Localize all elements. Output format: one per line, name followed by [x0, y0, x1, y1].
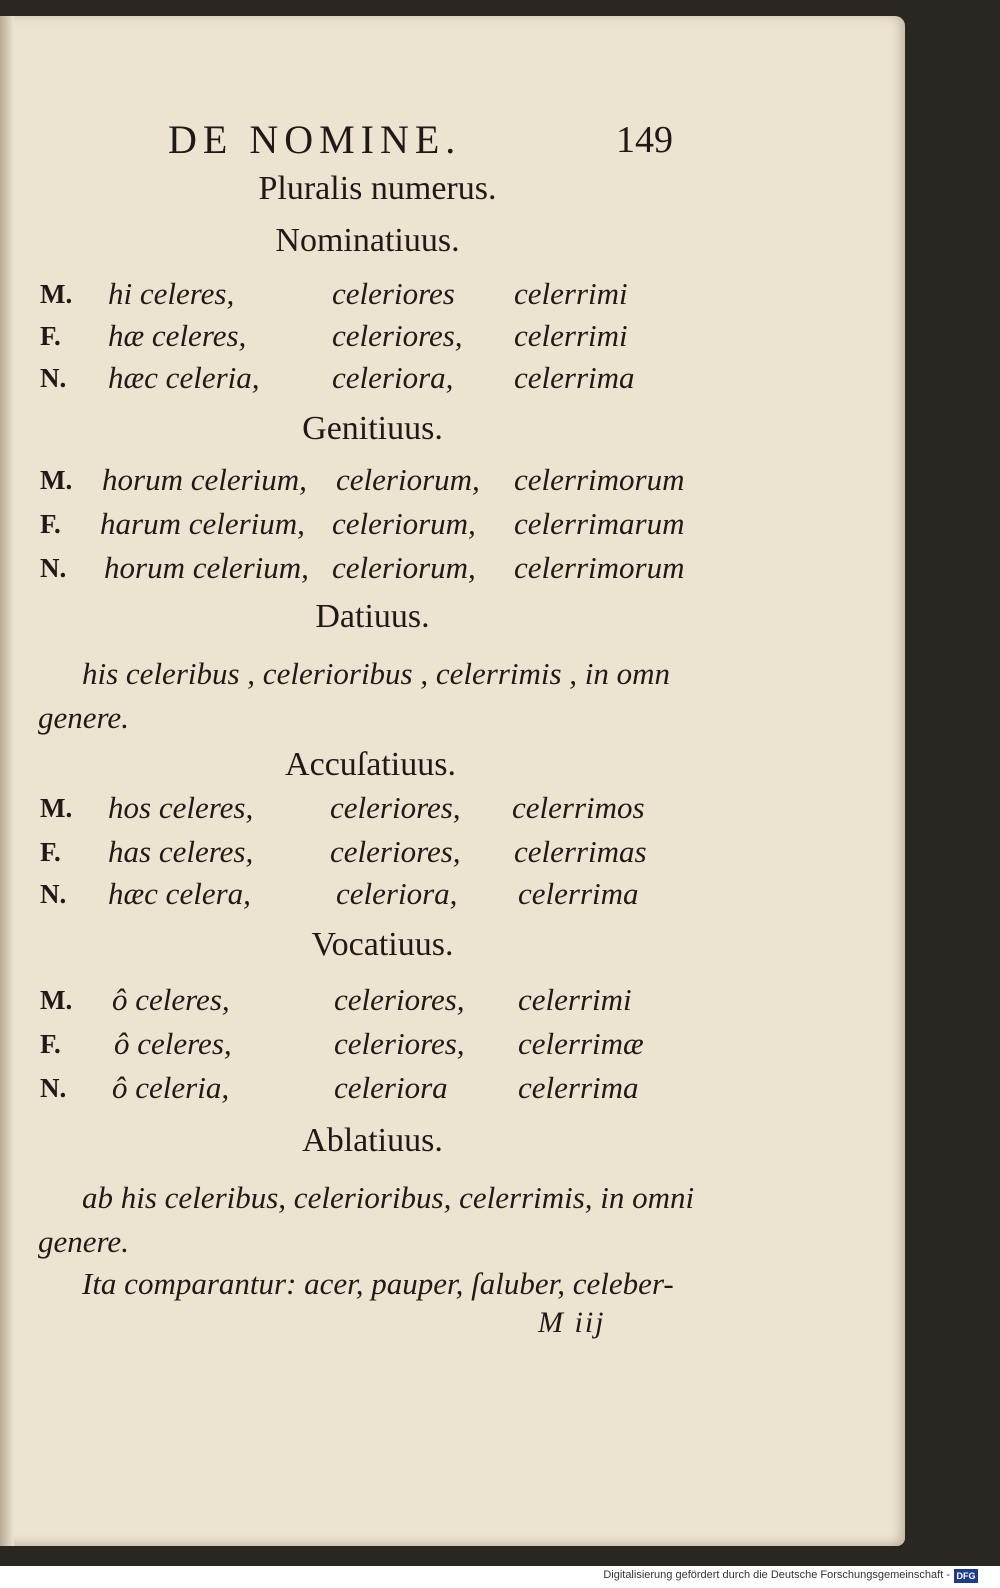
signature-mark: M iij [538, 1306, 606, 1339]
positive-form: ô celeres, [112, 982, 230, 1017]
comparative-form: celeriores [332, 276, 455, 311]
positive-form: hæ celeres, [108, 318, 247, 353]
superlative-form: celerrimos [512, 790, 645, 825]
superlative-form: celerrima [514, 360, 635, 395]
footer-credit: Digitalisierung gefördert durch die Deutsche Forschungsgemeinschaft - [603, 1569, 950, 1581]
positive-form: horum celerium, [102, 462, 307, 497]
positive-form: hæc celera, [108, 876, 251, 911]
gender-label: N. [40, 553, 67, 583]
table-row [0, 276, 905, 318]
case-heading-accusatiuus: Accuſatiuus. [285, 746, 456, 783]
gender-label: M. [40, 279, 73, 309]
gender-label: N. [40, 879, 67, 909]
table-row [0, 462, 905, 504]
gender-label: N. [40, 1073, 67, 1103]
gender-label: M. [40, 793, 73, 823]
table-row [0, 1026, 905, 1068]
table-row [0, 982, 905, 1024]
positive-form: has celeres, [108, 834, 254, 869]
comparative-form: celeriora, [332, 360, 454, 395]
gender-label: F. [40, 837, 61, 867]
comparative-form: celeriorum, [332, 506, 476, 541]
positive-form: hos celeres, [108, 790, 254, 825]
gender-label: N. [40, 363, 67, 393]
superlative-form: celerrimæ [518, 1026, 644, 1061]
closing-text: Ita comparantur: acer, pauper, ſaluber, celeber- [82, 1266, 674, 1301]
superlative-form: celerrimi [514, 276, 628, 311]
comparative-form: celeriora [334, 1070, 448, 1105]
table-row [0, 1070, 905, 1112]
positive-form: hi celeres, [108, 276, 235, 311]
table-row [0, 318, 905, 360]
comparative-form: celeriorum, [332, 550, 476, 585]
superlative-form: celerrimorum [514, 550, 685, 585]
running-title: DE NOMINE. [168, 117, 462, 162]
superlative-form: celerrimi [518, 982, 632, 1017]
gender-label: F. [40, 321, 61, 351]
ablatiuus-text: ab his celeribus, celerioribus, celerrimis, in omni genere. [38, 1180, 695, 1259]
case-heading-genitiuus: Genitiuus. [302, 410, 443, 447]
positive-form: hæc celeria, [108, 360, 260, 395]
superlative-form: celerrimarum [514, 506, 685, 541]
superlative-form: celerrimas [514, 834, 647, 869]
table-row [0, 876, 905, 918]
table-row [0, 360, 905, 402]
plural-heading: Pluralis numerus. [258, 170, 497, 207]
table-row [0, 550, 905, 592]
comparative-form: celeriores, [330, 790, 461, 825]
page-number: 149 [616, 119, 673, 161]
dfg-logo: DFG [954, 1569, 978, 1583]
case-heading-datiuus: Datiuus. [315, 598, 430, 635]
page-header [0, 116, 905, 166]
table-row [0, 834, 905, 876]
gender-label: M. [40, 465, 73, 495]
superlative-form: celerrima [518, 1070, 639, 1105]
superlative-form: celerrimi [514, 318, 628, 353]
case-heading-nominatiuus: Nominatiuus. [275, 222, 460, 259]
comparative-form: celeriores, [334, 982, 465, 1017]
footer-bar [0, 1566, 1000, 1588]
table-row [0, 790, 905, 832]
case-heading-vocatiuus: Vocatiuus. [311, 926, 454, 963]
comparative-form: celeriores, [330, 834, 461, 869]
comparative-form: celeriora, [336, 876, 458, 911]
gender-label: M. [40, 985, 73, 1015]
comparative-form: celeriores, [332, 318, 463, 353]
case-heading-ablatiuus: Ablatiuus. [302, 1122, 443, 1159]
gender-label: F. [40, 1029, 61, 1059]
positive-form: horum celerium, [104, 550, 309, 585]
superlative-form: celerrima [518, 876, 639, 911]
table-row [0, 506, 905, 548]
superlative-form: celerrimorum [514, 462, 685, 497]
positive-form: ô celeres, [114, 1026, 232, 1061]
comparative-form: celeriores, [334, 1026, 465, 1061]
gender-label: F. [40, 509, 61, 539]
positive-form: ô celeria, [112, 1070, 230, 1105]
datiuus-text: his celeribus , celerioribus , celerrimis , in omn genere. [38, 656, 671, 735]
comparative-form: celeriorum, [336, 462, 480, 497]
positive-form: harum celerium, [100, 506, 305, 541]
